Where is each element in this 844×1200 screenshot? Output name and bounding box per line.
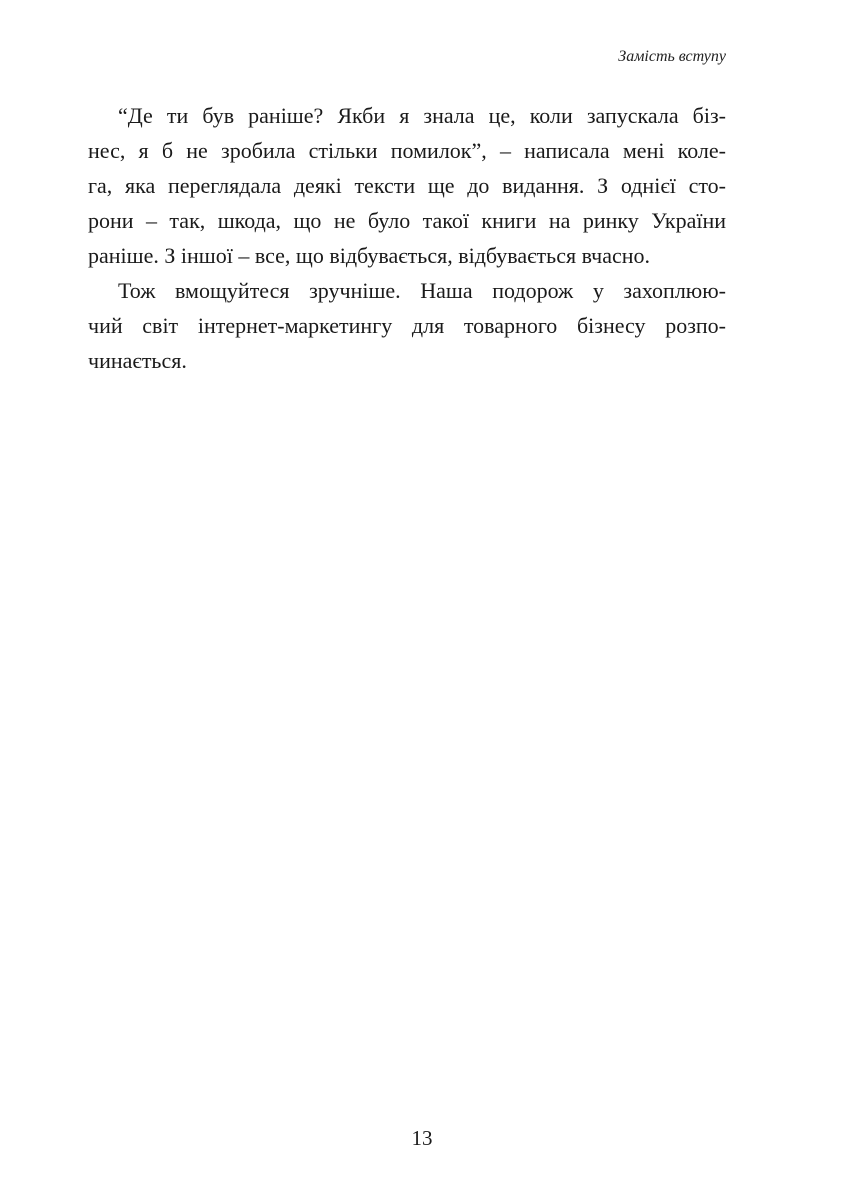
page-number: 13 [411, 1126, 433, 1150]
text-line [118, 98, 726, 133]
text-line: Тож вмощуйтеся зручніше. Наша подорож у захоплюю- [118, 278, 726, 303]
paragraph-2 [88, 273, 726, 378]
text-line: чинається. [88, 348, 187, 373]
text-line: раніше. З іншої – все, що відбувається, відбувається вчасно. [88, 243, 650, 268]
paragraph-1 [88, 98, 726, 273]
text-line: га, яка переглядала деякі тексти ще до видання. З однієї сто- [88, 173, 726, 198]
text-line: нес, я б не зробила стільки помилок”, – написала мені коле- [88, 138, 726, 163]
text-line: чий світ інтернет-маркетингу для товарного бізнесу розпо- [88, 313, 726, 338]
text-line: рони – так, шкода, що не було такої книги на ринку України [88, 208, 726, 233]
body-text [88, 98, 726, 378]
text-line-content: “Де ти був раніше? Якби я знала це, коли запускала біз- [118, 103, 726, 128]
running-header: Замість вступу [618, 48, 726, 65]
